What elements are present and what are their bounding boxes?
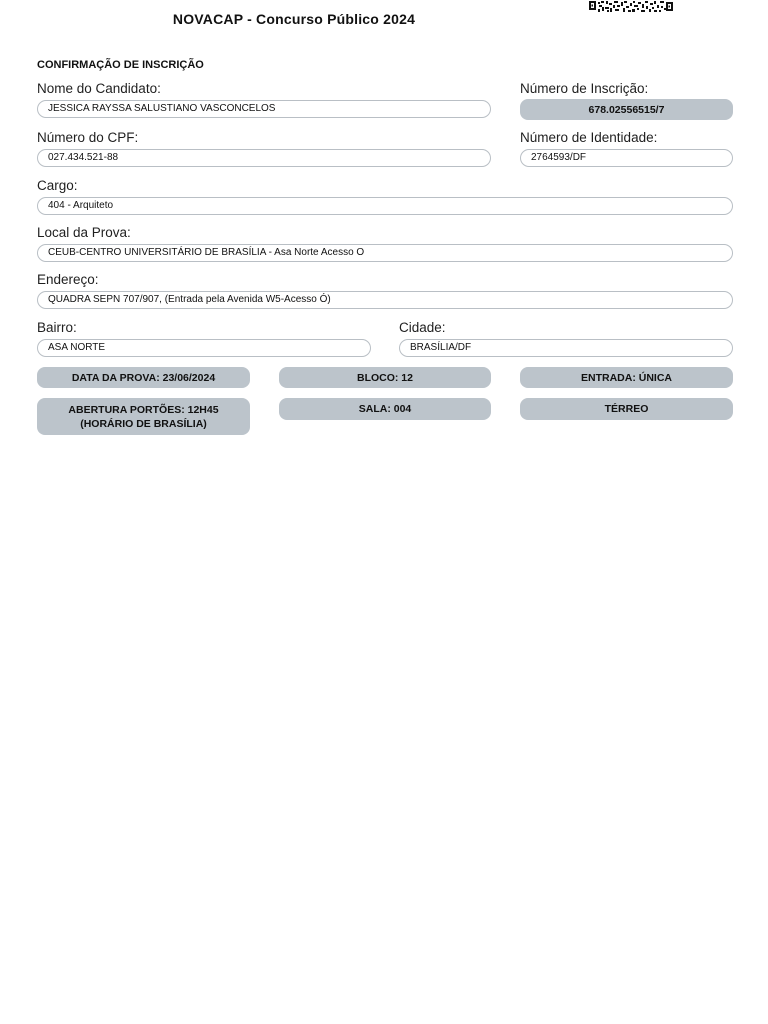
district-field: ASA NORTE bbox=[37, 339, 371, 357]
district-label: Bairro: bbox=[37, 320, 77, 335]
exam-location-label: Local da Prova: bbox=[37, 225, 131, 240]
exam-date-badge: DATA DA PROVA: 23/06/2024 bbox=[37, 367, 250, 388]
room-badge: SALA: 004 bbox=[279, 398, 491, 420]
identity-number-label: Número de Identidade: bbox=[520, 130, 658, 145]
page-title: NOVACAP - Concurso Público 2024 bbox=[172, 11, 416, 27]
block-badge: BLOCO: 12 bbox=[279, 367, 491, 388]
address-field: QUADRA SEPN 707/907, (Entrada pela Avenida W5-Acesso Ó) bbox=[37, 291, 733, 309]
position-field: 404 - Arquiteto bbox=[37, 197, 733, 215]
gate-opening-badge bbox=[37, 398, 250, 435]
city-label: Cidade: bbox=[399, 320, 446, 335]
candidate-name-label: Nome do Candidato: bbox=[37, 81, 161, 96]
registration-number-label: Número de Inscrição: bbox=[520, 81, 649, 96]
address-label: Endereço: bbox=[37, 272, 99, 287]
identity-number-field: 2764593/DF bbox=[520, 149, 733, 167]
city-field: BRASÍLIA/DF bbox=[399, 339, 733, 357]
gate-opening-timezone: (HORÁRIO DE BRASÍLIA) bbox=[80, 417, 207, 430]
position-label: Cargo: bbox=[37, 178, 78, 193]
floor-badge: TÉRREO bbox=[520, 398, 733, 420]
qr-code-icon bbox=[588, 0, 675, 12]
candidate-name-field: JESSICA RAYSSA SALUSTIANO VASCONCELOS bbox=[37, 100, 491, 118]
gate-opening-time: ABERTURA PORTÕES: 12H45 bbox=[68, 403, 219, 416]
registration-number-value: 678.02556515/7 bbox=[520, 99, 733, 120]
exam-location-field: CEUB-CENTRO UNIVERSITÁRIO DE BRASÍLIA - Asa Norte Acesso O bbox=[37, 244, 733, 262]
cpf-field: 027.434.521-88 bbox=[37, 149, 491, 167]
cpf-label: Número do CPF: bbox=[37, 130, 139, 145]
entrance-badge: ENTRADA: ÚNICA bbox=[520, 367, 733, 388]
section-title: CONFIRMAÇÃO DE INSCRIÇÃO bbox=[37, 59, 204, 71]
